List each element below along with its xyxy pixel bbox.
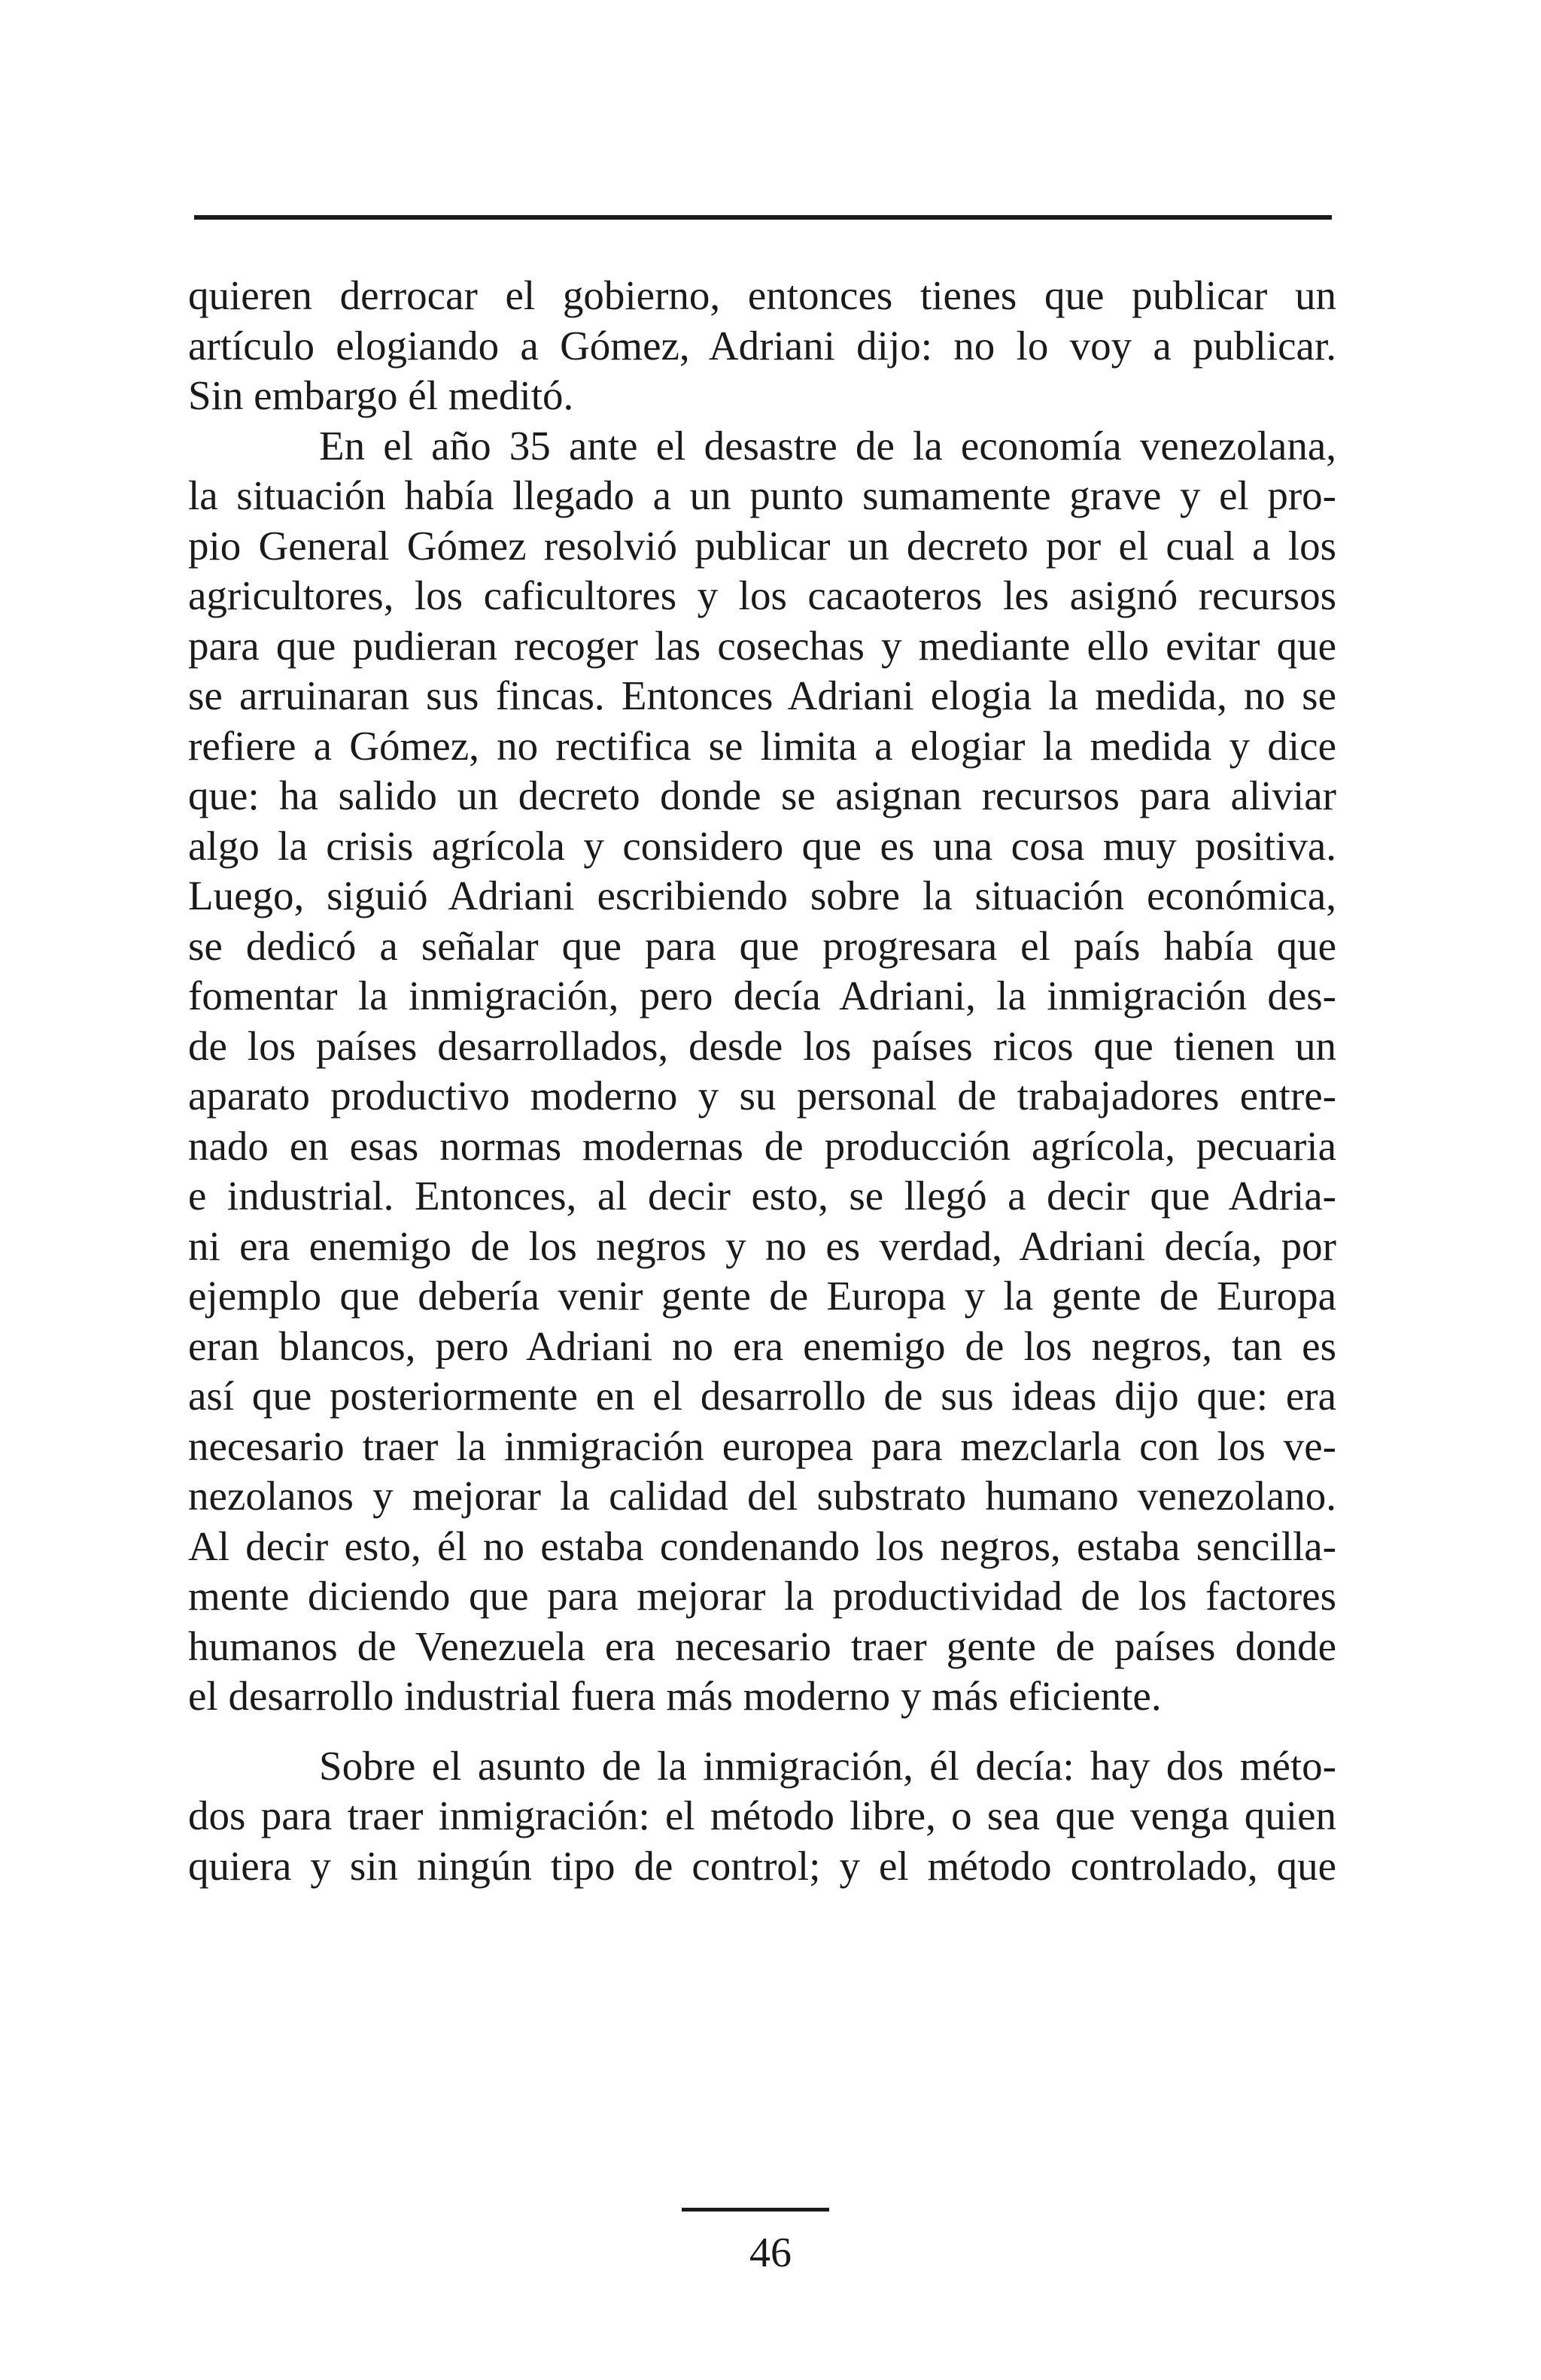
text-line: se dedicó a señalar que para que progresara el país había que [188, 922, 1336, 969]
text-line: e industrial. Entonces, al decir esto, se llegó a decir que Adria- [188, 1173, 1336, 1219]
text-line: que: ha salido un decreto donde se asignan recursos para aliviar [188, 773, 1336, 818]
text-line: refiere a Gómez, no rectifica se limita a elogiar la medida y dice [188, 722, 1336, 769]
text-line: Sobre el asunto de la inmigración, él decía: hay dos méto- [319, 1742, 1336, 1789]
text-line: la situación había llegado a un punto sumamente grave y el pro- [188, 472, 1336, 518]
text-line: para que pudieran recoger las cosechas y mediante ello evitar que [188, 622, 1336, 669]
text-line: ejemplo que debería venir gente de Europa y la gente de Europa [188, 1273, 1336, 1319]
text-line: ni era enemigo de los negros y no es verdad, Adriani decía, por [188, 1222, 1336, 1269]
footer-rule [682, 2208, 829, 2212]
text-line: aparato productivo moderno y su personal de trabajadores entre- [188, 1073, 1336, 1119]
text-line: En el año 35 ante el desastre de la economía venezolana, [319, 422, 1336, 469]
header-rule [194, 215, 1332, 220]
text-line: Al decir esto, él no estaba condenando los negros, estaba sencilla- [188, 1522, 1336, 1569]
text-line: de los países desarrollados, desde los países ricos que tienen un [188, 1022, 1336, 1069]
text-line: se arruinaran sus fincas. Entonces Adriani elogia la medida, no se [188, 672, 1336, 718]
page-number: 46 [749, 2230, 792, 2276]
text-line: mente diciendo que para mejorar la productividad de los factores [188, 1573, 1336, 1619]
text-line: fomentar la inmigración, pero decía Adriani, la inmigración des- [188, 973, 1336, 1018]
text-line: Sin embargo él meditó. [188, 372, 574, 418]
text-line: humanos de Venezuela era necesario traer gente de países donde [188, 1623, 1336, 1669]
text-line: eran blancos, pero Adriani no era enemigo de los negros, tan es [188, 1322, 1336, 1369]
text-line: quiera y sin ningún tipo de control; y el método controlado, que [188, 1842, 1336, 1889]
text-line: dos para traer inmigración: el método libre, o sea que venga quien [188, 1793, 1336, 1838]
text-line: pio General Gómez resolvió publicar un decreto por el cual a los [188, 522, 1336, 569]
text-line: quieren derrocar el gobierno, entonces tienes que publicar un [188, 272, 1336, 318]
text-line: nezolanos y mejorar la calidad del substrato humano venezolano. [188, 1473, 1336, 1519]
text-line: agricultores, los caficultores y los cacaoteros les asignó recursos [188, 572, 1336, 618]
text-line: nado en esas normas modernas de producción agrícola, pecuaria [188, 1122, 1336, 1169]
text-line: así que posteriormente en el desarrollo de sus ideas dijo que: era [188, 1373, 1336, 1419]
text-line: Luego, siguió Adriani escribiendo sobre la situación económica, [188, 873, 1336, 918]
text-line: artículo elogiando a Gómez, Adriani dijo: no lo voy a publicar. [188, 322, 1336, 369]
paragraph-gap [188, 1722, 1336, 1741]
text-line: el desarrollo industrial fuera más moderno y más eficiente. [188, 1673, 1162, 1719]
body-text [188, 271, 1336, 1891]
text-line: necesario traer la inmigración europea para mezclarla con los ve- [188, 1422, 1336, 1469]
text-line: algo la crisis agrícola y considero que es una cosa muy positiva. [188, 822, 1336, 869]
